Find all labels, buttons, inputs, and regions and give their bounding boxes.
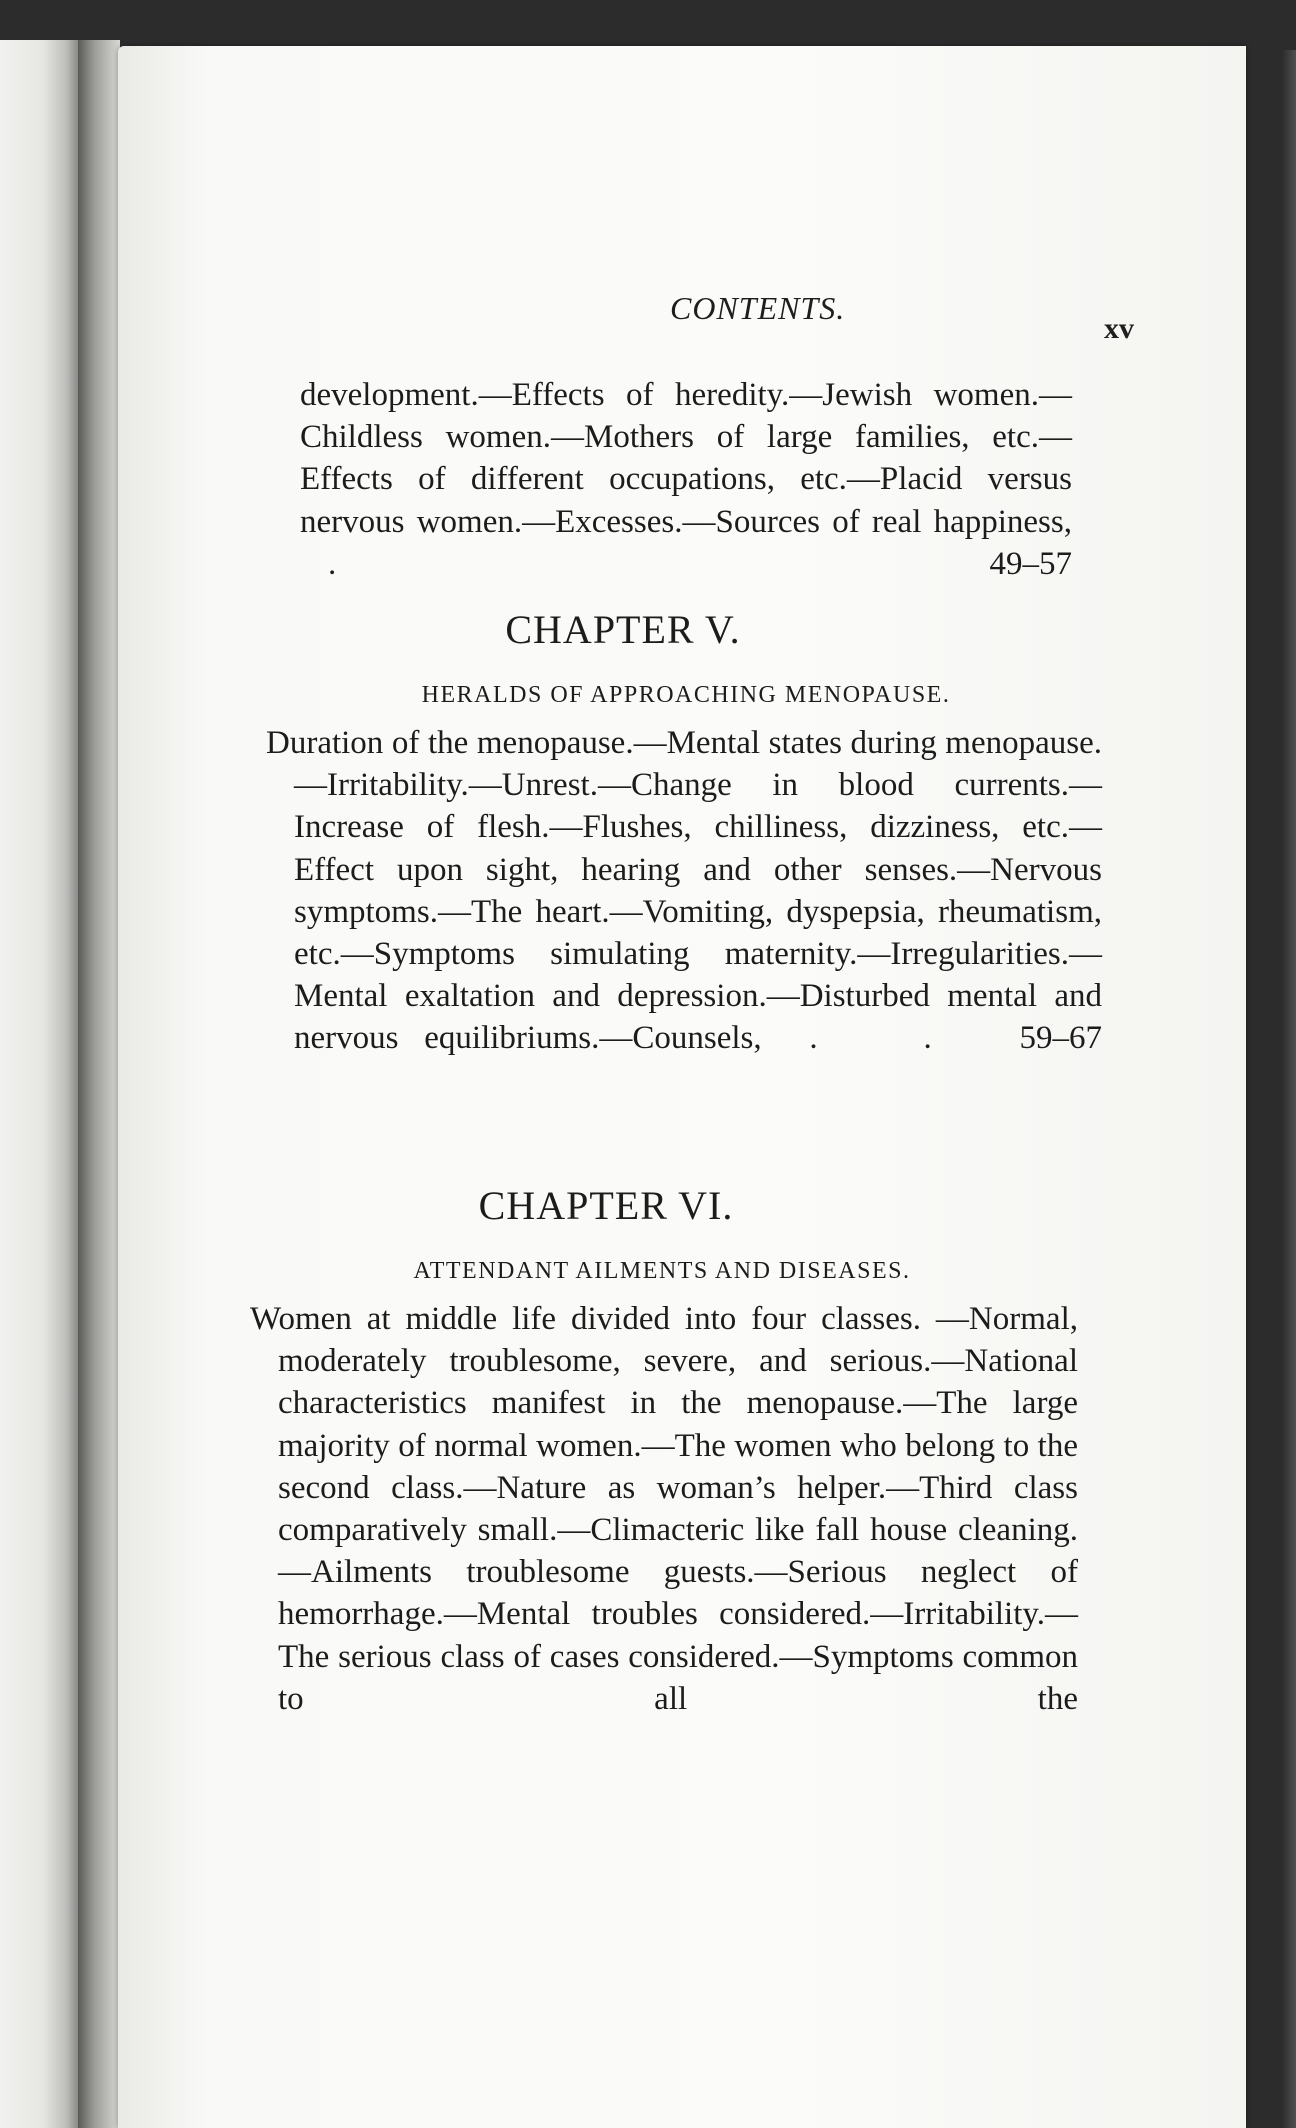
chapter-heading [118,606,1128,653]
dot-leader: . [328,545,337,582]
contents-entry-continuation [300,374,1072,585]
contents-entry-chapter-v [266,722,1102,1060]
dot-leader: . . [809,1020,972,1057]
page-range: 59–67 [1019,1020,1102,1057]
contents-entry-chapter-vi [250,1298,1078,1720]
page-number: xv [1104,312,1134,345]
chapter-title: CHAPTER V. [505,607,741,652]
chapter-title: CHAPTER VI. [478,1183,734,1228]
page-edge-shadow [1282,50,1296,2128]
entry-text: Duration of the menopause.—Mental states during menopause.—Irritability.—Unrest.—Change in blood currents.—Increase of flesh.—Flushes, chilliness, dizziness, etc.—Effect upon sight, hearing and other senses.—Nervous symptoms.—The heart.—Vomiting, dyspepsia, rheumatism, etc.—Symptoms simulating maternity.—Irregularities.—Mental exaltation and depression.—Disturbed mental and nervous equilibriums.—Counsels, [266,725,1102,1057]
entry-text: development.—Effects of heredity.—Jewish women.—Childless women.—Mothers of large families, etc.—Effects of different occupations, etc.—Placid versus nervous women.—Excesses.—Sources of real happiness, [300,377,1072,540]
chapter-subtitle-text: HERALDS OF APPROACHING MENOPAUSE. [421,682,951,708]
chapter-subtitle-text: ATTENDANT AILMENTS AND DISEASES. [413,1258,911,1284]
chapter-subtitle [258,1258,1066,1285]
facing-page-edge [0,40,78,2128]
book-gutter [78,40,120,2128]
chapter-subtitle [282,682,1090,709]
page-range: 49–57 [989,545,1072,582]
running-head [118,290,1246,345]
entry-text: Women at middle life divided into four classes. —Normal, moderately troublesome, severe, and serious.—National characteristics manifest in the menopause.—The large majority of normal women.—The women who belong to the second class.—Nature as woman’s helper.—Third class comparatively small.—Climacteric like fall house cleaning.—Ailments troublesome guests.—Serious neglect of hemorrhage.—Mental troubles considered.—Irritability.—The serious class of cases considered.—Symptoms common to all the [250,1301,1078,1717]
book-page [118,46,1246,2128]
running-head-title: CONTENTS. [670,290,846,326]
chapter-heading [118,1182,1094,1229]
